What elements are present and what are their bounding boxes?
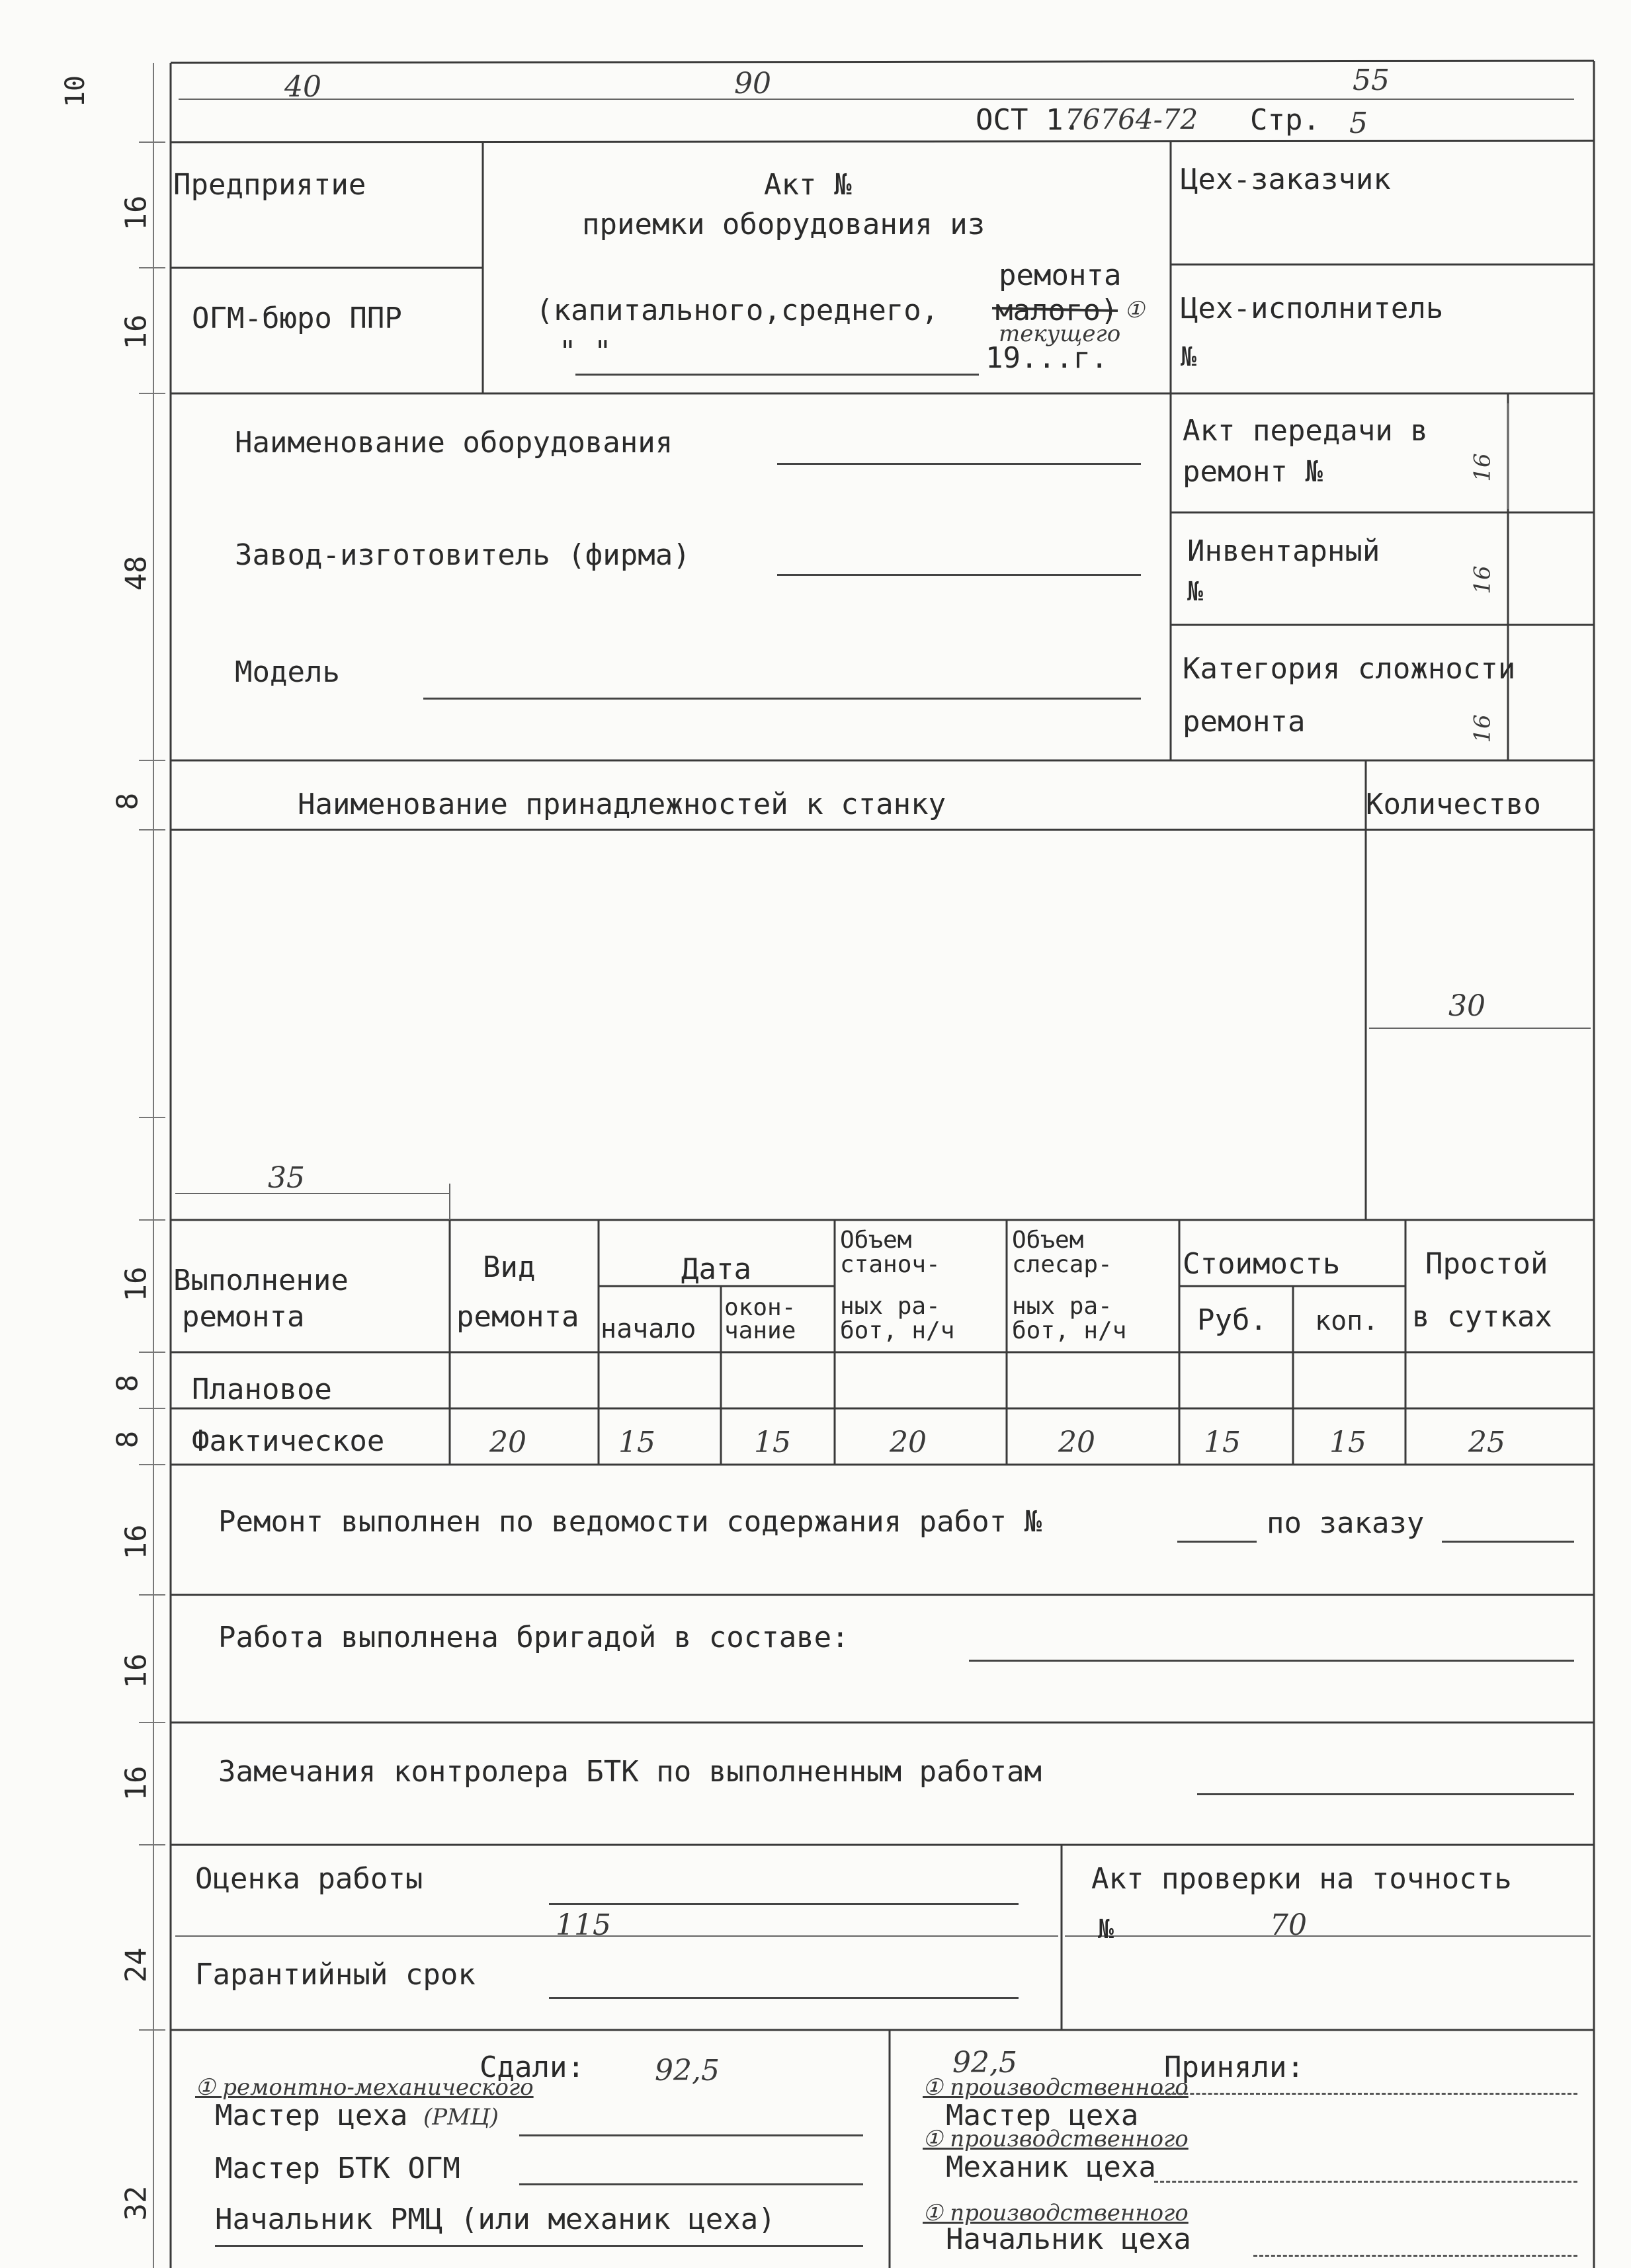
col-cost: Стоимость: [1183, 1247, 1341, 1281]
accuracy-act-label: Акт проверки на точность: [1091, 1862, 1512, 1896]
handed-title: Сдали:: [480, 2050, 585, 2084]
sign-left-btk-master-line[interactable]: [519, 2183, 863, 2185]
dim-92-5-left: 92,5: [655, 2054, 720, 2087]
customer-shop: Цех-заказчик: [1181, 163, 1391, 196]
sign-right-shop-master-line[interactable]: [1154, 2093, 1577, 2095]
dim-16-inventory: 16: [1469, 565, 1496, 594]
equipment-name-label: Наименование оборудования: [235, 426, 673, 460]
dim-40: 40: [284, 70, 321, 104]
accuracy-number: №: [1098, 1914, 1114, 1945]
sign-right-mechanic-line[interactable]: [1154, 2181, 1577, 2183]
col-type-line2: ремонта: [456, 1300, 579, 1334]
repair-word: ремонта: [999, 259, 1122, 292]
enterprise-label: Предприятие: [173, 168, 366, 202]
col-exec-line2: ремонта: [182, 1300, 305, 1334]
col-machine-line4: бот, н/ч: [840, 1317, 955, 1344]
width-col-idle: 25: [1468, 1426, 1505, 1459]
page-label: Стр.: [1250, 103, 1320, 137]
width-col-fitter: 20: [1058, 1426, 1095, 1459]
col-start: начало: [601, 1314, 696, 1344]
executor-number: №: [1181, 342, 1197, 372]
col-fitter-line1: Объем: [1012, 1227, 1084, 1254]
note-right-1: ① производственного: [923, 2074, 1189, 2101]
dim-35: 35: [268, 1161, 305, 1195]
col-fitter-line2: слесар-: [1012, 1251, 1112, 1278]
width-col-type: 20: [489, 1426, 526, 1459]
col-fitter-line3: ных ра-: [1012, 1293, 1112, 1320]
dim-70: 70: [1270, 1908, 1307, 1942]
transfer-act-line1: Акт передачи в: [1183, 414, 1428, 448]
row-dim-16-repair: 16: [119, 1524, 153, 1560]
row-dim-8-actual: 8: [110, 1430, 145, 1449]
repair-types: (капитального,среднего,: [536, 294, 939, 327]
standard-number-handwritten: 76764-72: [1065, 103, 1198, 136]
note-right-2: ① производственного: [923, 2126, 1189, 2152]
category-line1: Категория сложности: [1183, 652, 1516, 686]
dim-115: 115: [556, 1908, 611, 1942]
page-number: 5: [1349, 106, 1368, 140]
dim-90: 90: [734, 67, 771, 101]
dim-16-category: 16: [1469, 714, 1496, 743]
inventory-line2: №: [1187, 577, 1204, 607]
col-kop: коп.: [1315, 1306, 1379, 1336]
act-subtitle: приемки оборудования из: [582, 208, 985, 241]
col-machine-line3: ных ра-: [840, 1293, 941, 1320]
sign-right-head-line[interactable]: [1253, 2255, 1577, 2257]
equipment-name-line[interactable]: [777, 463, 1141, 465]
col-fitter-line4: бот, н/ч: [1012, 1317, 1127, 1344]
sign-left-head: Начальник РМЦ (или механик цеха): [215, 2203, 776, 2236]
dim-55: 55: [1353, 63, 1390, 97]
inspector-line[interactable]: [1197, 1793, 1574, 1795]
dim-92-5-right: 92,5: [952, 2046, 1017, 2080]
col-machine-line2: станоч-: [840, 1251, 941, 1278]
sign-right-head: Начальник цеха: [946, 2222, 1191, 2256]
warranty-label: Гарантийный срок: [195, 1958, 476, 1992]
category-line2: ремонта: [1183, 705, 1306, 739]
row-dim-16-inspector: 16: [119, 1765, 153, 1801]
note-right-3: ① производственного: [923, 2200, 1189, 2226]
col-machine-line1: Объем: [840, 1227, 912, 1254]
act-title: Акт №: [764, 168, 852, 202]
width-col-start: 15: [618, 1426, 655, 1459]
quantity-title: Количество: [1366, 788, 1541, 821]
inserted-repair-type: текущего: [999, 321, 1121, 347]
date-underline: [575, 374, 979, 376]
year-field: 19...г.: [985, 341, 1108, 375]
col-type-line1: Вид: [483, 1250, 536, 1284]
repair-done-text: Ремонт выполнен по ведомости содержания работ №: [218, 1505, 1042, 1539]
row-dim-24: 24: [119, 1947, 153, 1983]
order-number-line[interactable]: [1442, 1541, 1574, 1543]
note-left-repair-shop: ① ремонтно-механического: [195, 2074, 534, 2101]
row-dim-8-planned: 8: [110, 1374, 145, 1393]
col-end-line2: чание: [724, 1317, 796, 1344]
width-col-end: 15: [754, 1426, 791, 1459]
warranty-line[interactable]: [549, 1997, 1019, 1999]
row-dim-10: 10: [60, 75, 91, 108]
row-dim-8: 8: [110, 792, 145, 811]
row-dim-16-table: 16: [119, 1266, 153, 1302]
width-col-machine: 20: [890, 1426, 927, 1459]
sign-right-shop-master: Мастер цеха: [946, 2099, 1139, 2132]
width-col-rub: 15: [1204, 1426, 1241, 1459]
sign-right-mechanic: Механик цеха: [946, 2150, 1156, 2184]
brigade-line[interactable]: [969, 1660, 1574, 1662]
standard-number: ОСТ 1.: [976, 103, 1081, 137]
sign-left-head-line[interactable]: [215, 2245, 863, 2247]
row-actual: Фактическое: [192, 1424, 385, 1458]
maker-label: Завод-изготовитель (фирма): [235, 538, 690, 572]
row-dim-32: 32: [119, 2185, 153, 2221]
col-end-line1: окон-: [724, 1294, 796, 1321]
model-line[interactable]: [423, 698, 1141, 700]
row-dim-16-brigade: 16: [119, 1653, 153, 1689]
inspector-text: Замечания контролера БТК по выполненным работам: [218, 1755, 1042, 1789]
sign-left-shop-master-line[interactable]: [519, 2134, 863, 2136]
col-rub: Руб.: [1197, 1303, 1267, 1337]
dim-16-transfer: 16: [1469, 453, 1496, 482]
circled-note: ①: [1124, 297, 1145, 323]
accessories-title: Наименование принадлежностей к станку: [298, 788, 946, 821]
received-title: Приняли:: [1164, 2050, 1304, 2084]
transfer-act-line2: ремонт №: [1183, 455, 1323, 489]
row-dim-16-a: 16: [119, 195, 153, 231]
grade-line[interactable]: [549, 1903, 1019, 1905]
sign-left-btk-master: Мастер БТК ОГМ: [215, 2152, 460, 2185]
date-quotes: " ": [559, 335, 612, 368]
model-label: Модель: [235, 655, 340, 689]
brigade-text: Работа выполнена бригадой в составе:: [218, 1621, 849, 1654]
grade-label: Оценка работы: [195, 1862, 423, 1896]
struck-repair-type: малого): [995, 294, 1118, 327]
statement-number-line[interactable]: [1177, 1541, 1257, 1543]
col-idle-line2: в сутках: [1412, 1300, 1552, 1334]
executor-shop: Цех-исполнитель: [1181, 292, 1444, 325]
sign-left-shop-master: Мастер цеха: [215, 2099, 408, 2132]
row-dim-48: 48: [119, 555, 153, 591]
sign-left-shop-master-note: (РМЦ): [423, 2104, 499, 2130]
dim-30: 30: [1448, 989, 1485, 1023]
ogm-bureau: ОГМ-бюро ППР: [192, 302, 402, 335]
col-date: Дата: [681, 1252, 751, 1286]
row-planned: Плановое: [192, 1373, 332, 1406]
width-col-kop: 15: [1329, 1426, 1366, 1459]
col-exec-line1: Выполнение: [173, 1264, 349, 1297]
by-order-text: по заказу: [1267, 1506, 1425, 1540]
inventory-line1: Инвентарный: [1187, 534, 1380, 568]
col-idle-line1: Простой: [1425, 1247, 1548, 1281]
maker-line[interactable]: [777, 574, 1141, 576]
row-dim-16-b: 16: [119, 314, 153, 350]
